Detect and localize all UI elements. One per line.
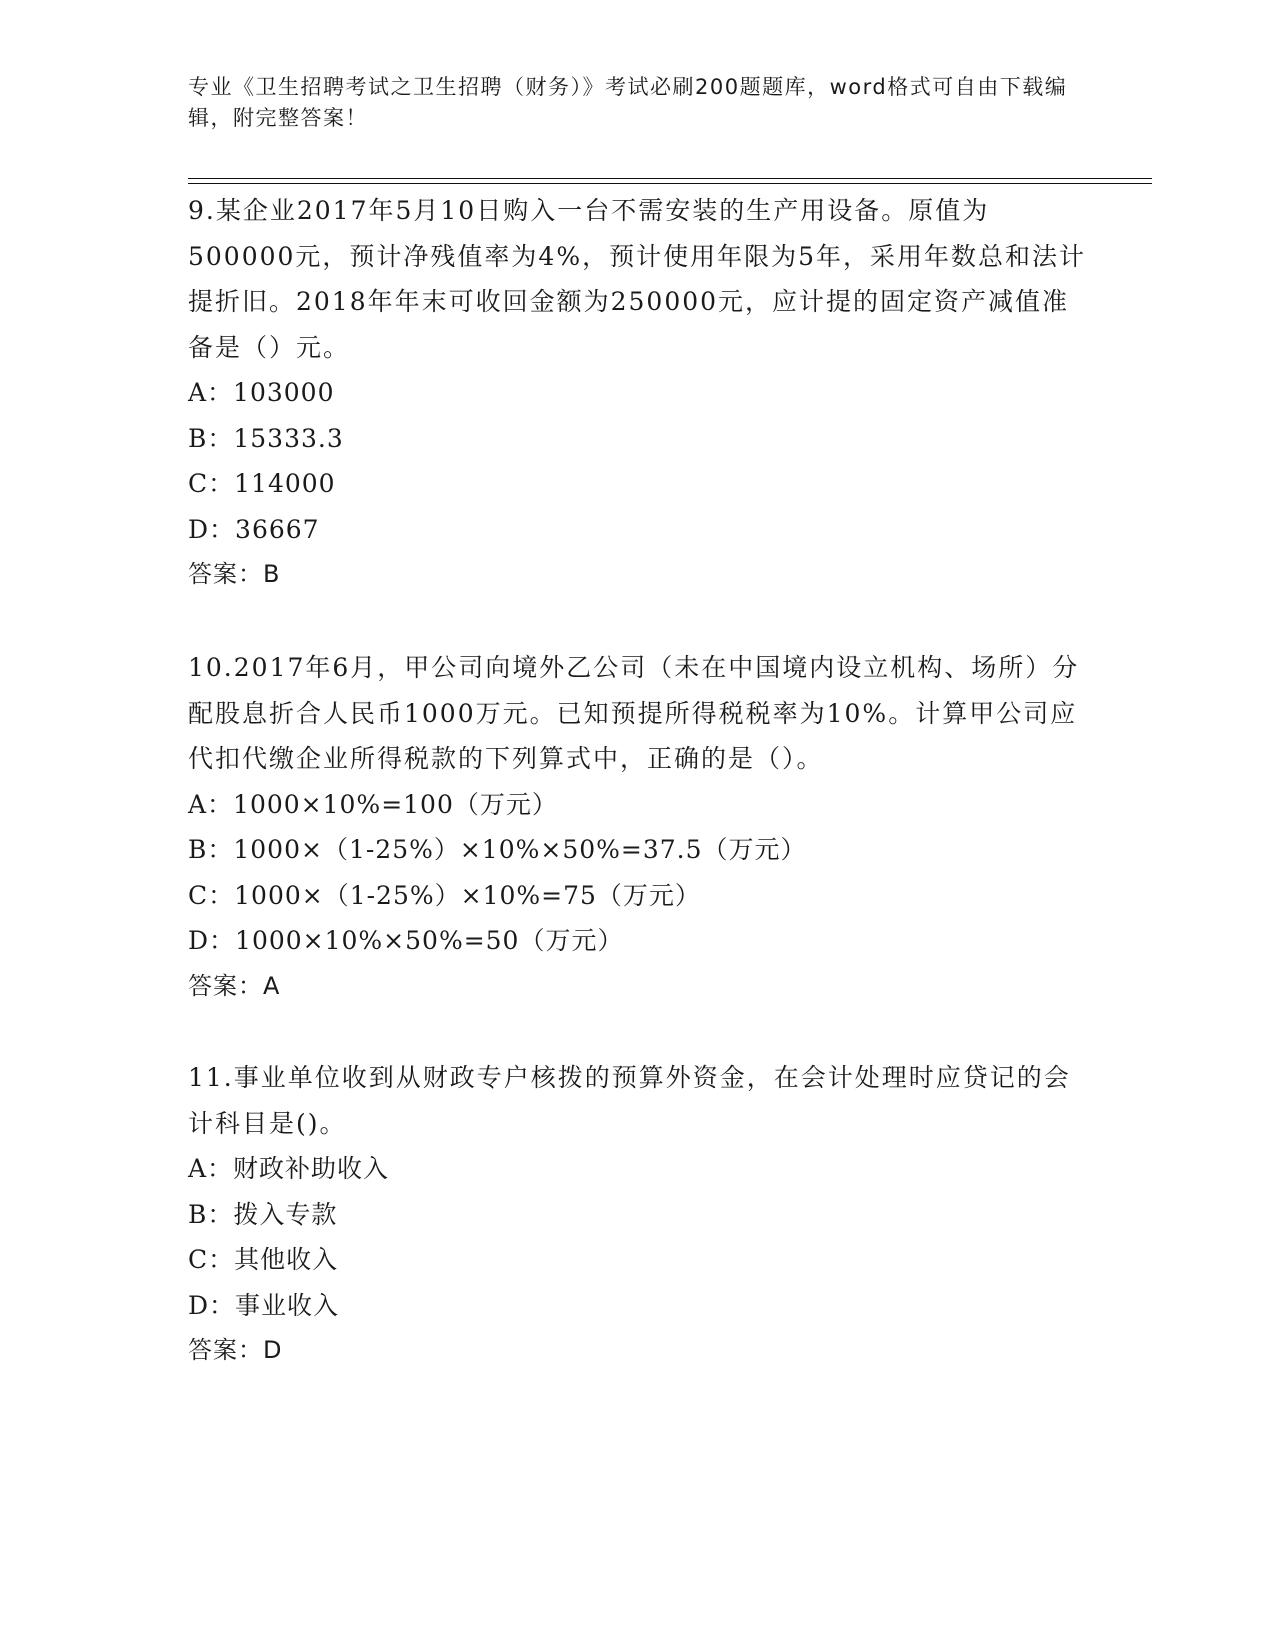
question-11	[188, 1055, 1088, 1374]
question-9	[188, 188, 1088, 598]
option-b: B：15333.3	[188, 423, 344, 453]
answer-line: 答案：B	[188, 560, 281, 588]
header-divider-bottom	[188, 183, 1152, 184]
option-c: C：其他收入	[188, 1245, 339, 1274]
option-c: C：114000	[188, 469, 336, 498]
answer-line: 答案：D	[188, 1336, 283, 1364]
option-a: A：财政补助收入	[188, 1154, 390, 1183]
header-divider-top	[188, 178, 1152, 179]
option-d: D：事业收入	[188, 1290, 340, 1320]
question-stem: 10.2017年6月，甲公司向境外乙公司（未在中国境内设立机构、场所）分配股息折合人民币1000万元。已知预提所得税税率为10%。计算甲公司应代扣代缴企业所得税款的下列算式中，正确的是（）。	[188, 653, 1080, 773]
answer-line: 答案：A	[188, 971, 281, 1000]
option-a: A：103000	[188, 378, 335, 407]
option-d: D：36667	[188, 514, 320, 544]
option-a: A：1000×10%=100（万元）	[188, 789, 558, 819]
question-stem: 9.某企业2017年5月10日购入一台不需安装的生产用设备。原值为500000元，预计净残值率为4%，预计使用年限为5年，采用年数总和法计提折旧。2018年年末可收回金额为250000元，应计提的固定资产减值准备是（）元。	[188, 196, 1087, 362]
document-header: 专业《卫生招聘考试之卫生招聘（财务）》考试必刷200题题库，word格式可自由下载编辑，附完整答案！	[188, 75, 1068, 130]
option-d: D：1000×10%×50%=50（万元）	[188, 926, 624, 955]
question-10	[188, 645, 1088, 1009]
option-b: B：拨入专款	[188, 1199, 338, 1229]
option-c: C：1000×（1-25%）×10%=75（万元）	[188, 880, 701, 910]
option-b: B：1000×（1-25%）×10%×50%=37.5（万元）	[188, 835, 807, 864]
question-stem: 11.事业单位收到从财政专户核拨的预算外资金，在会计处理时应贷记的会计科目是()。	[188, 1063, 1071, 1138]
